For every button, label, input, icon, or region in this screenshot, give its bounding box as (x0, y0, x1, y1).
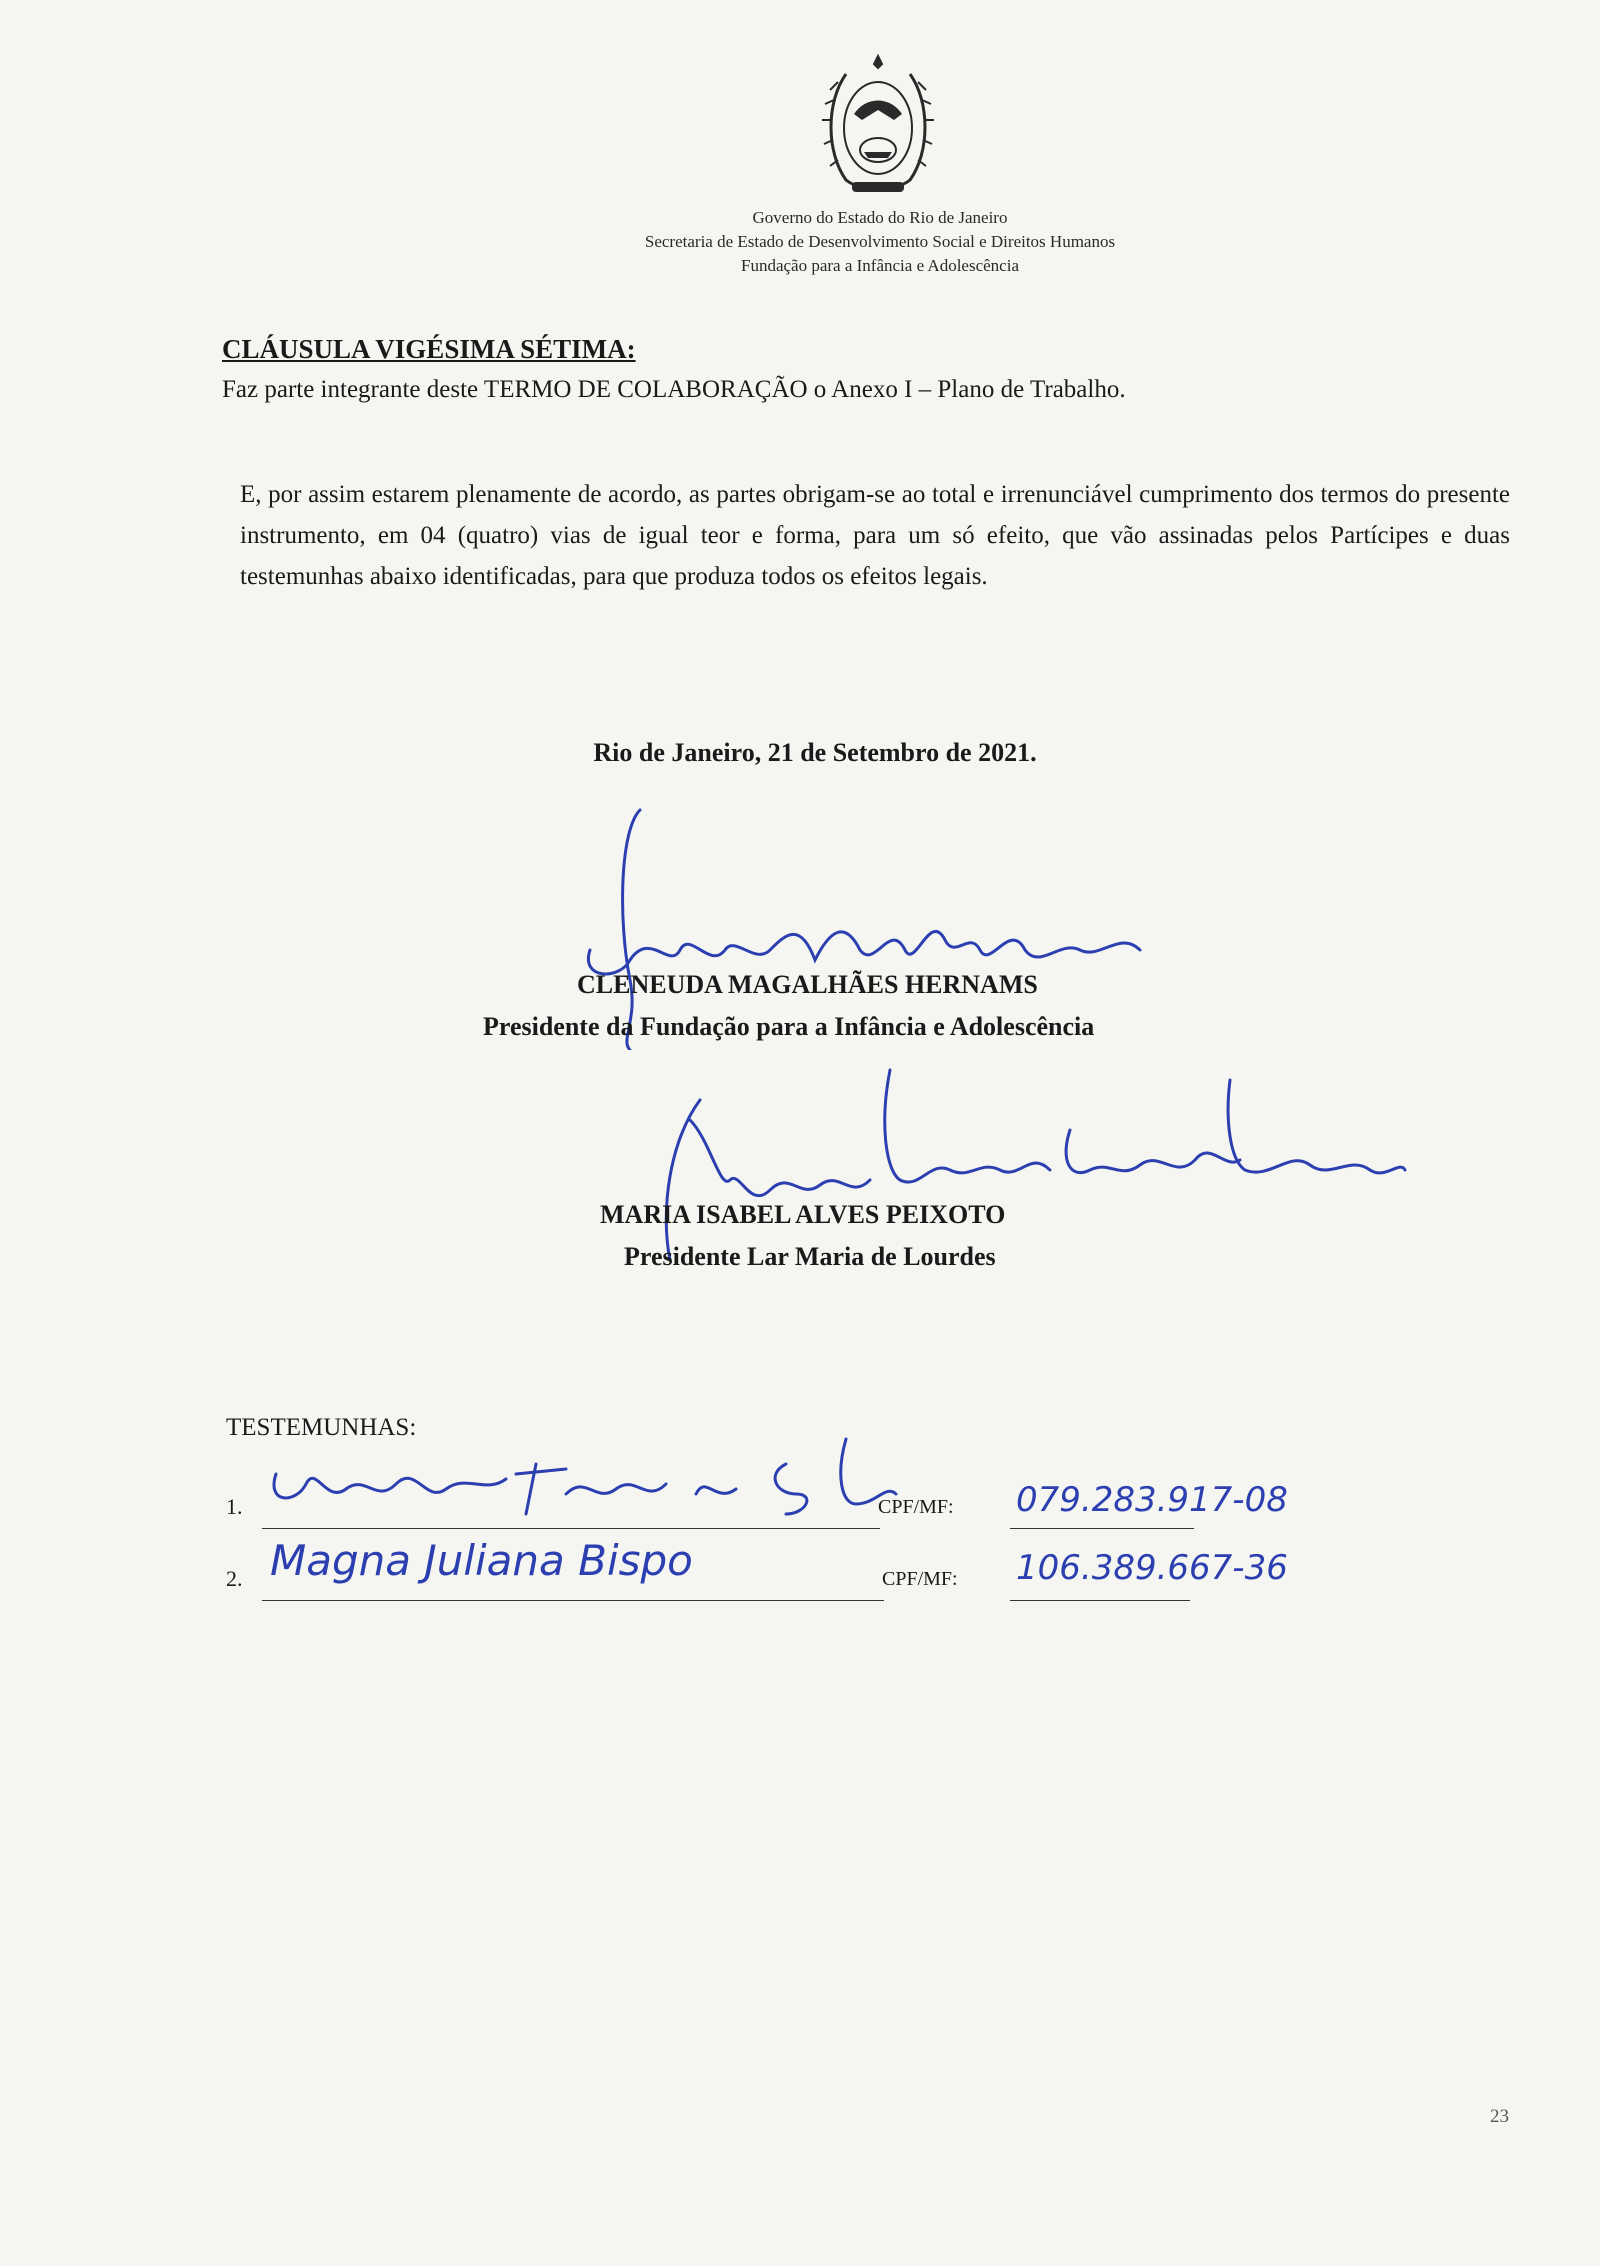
clause-text: Faz parte integrante deste TERMO DE COLABORAÇÃO o Anexo I – Plano de Trabalho. (222, 376, 1126, 403)
witness-2-number: 2. (226, 1566, 243, 1591)
witness-1-number: 1. (226, 1494, 243, 1519)
header-line-secretariat: Secretaria de Estado de Desenvolvimento Social e Direitos Humanos (644, 232, 1116, 251)
government-header (400, 206, 1360, 278)
clause-title: CLÁUSULA VIGÉSIMA SÉTIMA: (222, 334, 636, 364)
witness-1-cpf: 079.283.917-08 (1016, 1480, 1288, 1520)
signatory-2-name: MARIA ISABEL ALVES PEIXOTO (600, 1200, 1006, 1229)
witness-2-signature-line (262, 1600, 884, 1601)
header-line-foundation: Fundação para a Infância e Adolescência (741, 256, 1019, 275)
witness-1-signature (266, 1434, 906, 1524)
signatory-1-name: CLENEUDA MAGALHÃES HERNAMS (577, 970, 1038, 999)
witness-2-cpf: 106.389.667-36 (1016, 1548, 1288, 1588)
witness-1-cpf-line (1010, 1528, 1194, 1529)
signatory-1-role: Presidente da Fundação para a Infância e Adolescência (483, 1012, 1095, 1041)
witness-2-cpf-line (1010, 1600, 1190, 1601)
witness-1-signature-line (262, 1528, 880, 1529)
place-date: Rio de Janeiro, 21 de Setembro de 2021. (593, 738, 1037, 767)
signatory-2-role: Presidente Lar Maria de Lourdes (624, 1242, 996, 1271)
closing-paragraph: E, por assim estarem plenamente de acordo, as partes obrigam-se ao total e irrenunciável cumprimento dos termos do presente instrumento, em 04 (quatro) vias de igual teor e forma, para um só efeito, que vão assinadas pelos Partícipes e duas testemunhas abaixo identificadas, para que produza todos os efeitos legais. (240, 481, 1510, 590)
witnesses-header: TESTEMUNHAS: (226, 1414, 417, 1441)
header-line-government: Governo do Estado do Rio de Janeiro (752, 208, 1008, 227)
page-number: 23 (1490, 2106, 1509, 2127)
coat-of-arms-icon (816, 52, 940, 202)
witness-1-cpf-label: CPF/MF: (878, 1496, 954, 1518)
witness-2-cpf-label: CPF/MF: (882, 1568, 958, 1590)
witness-2-name: Magna Juliana Bispo (270, 1536, 693, 1585)
